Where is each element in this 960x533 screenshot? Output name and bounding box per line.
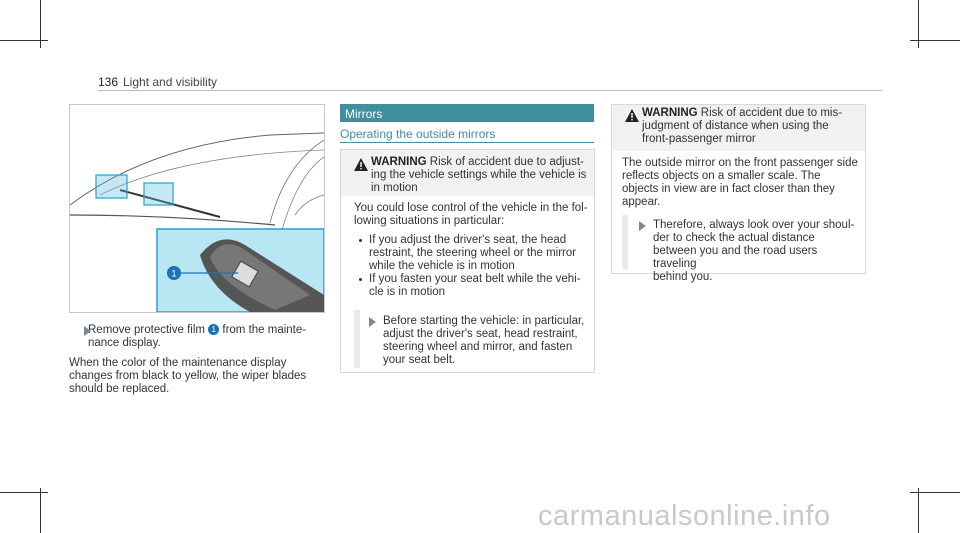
bullet-dot bbox=[359, 278, 362, 281]
instruction-line: Therefore, always look over your shoul- bbox=[653, 219, 855, 231]
warning-instruction bbox=[383, 315, 593, 367]
crop-mark bbox=[918, 488, 919, 533]
section-title: Light and visibility bbox=[123, 75, 218, 89]
section-bar-title: Mirrors bbox=[345, 107, 383, 121]
instruction-line: adjust the driver's seat, head restraint, bbox=[383, 328, 578, 340]
body-line: lowing situations in particular: bbox=[354, 215, 505, 227]
header-rule bbox=[98, 90, 882, 91]
warning-line: in motion bbox=[371, 182, 418, 194]
instruction-arrow-icon bbox=[84, 326, 91, 336]
body-line: reflects objects on a smaller scale. The bbox=[622, 170, 821, 182]
warning-line: ing the vehicle settings while the vehicle is bbox=[371, 169, 587, 181]
instruction-text-part2: from the mainte- bbox=[222, 324, 307, 336]
warning-line: judgment of distance when using the bbox=[642, 120, 829, 132]
crop-mark bbox=[0, 492, 48, 493]
bullet-line: cle is in motion bbox=[369, 286, 446, 298]
body-line: appear. bbox=[622, 196, 661, 208]
paragraph-line: When the color of the maintenance display bbox=[69, 357, 287, 369]
warning-line: Risk of accident due to adjust- bbox=[429, 156, 584, 168]
warning-label: WARNING bbox=[642, 107, 698, 119]
callout-1-icon: 1 bbox=[208, 324, 219, 335]
warning-line: front-passenger mirror bbox=[642, 133, 756, 145]
warning-triangle-icon bbox=[354, 158, 368, 171]
bullet-item bbox=[369, 273, 591, 299]
left-paragraph bbox=[69, 357, 323, 396]
warning-body bbox=[622, 157, 862, 209]
windshield-figure bbox=[69, 104, 325, 313]
body-line: objects in view are in fact closer than they bbox=[622, 183, 835, 195]
warning-body bbox=[354, 202, 592, 228]
subheading-rule bbox=[340, 142, 594, 143]
paragraph-line: changes from black to yellow, the wiper blades bbox=[69, 370, 307, 382]
bullet-line: If you fasten your seat belt while the vehi- bbox=[369, 273, 581, 285]
warning-text bbox=[371, 156, 593, 195]
warning-triangle-icon bbox=[625, 109, 639, 122]
warning-line: Risk of accident due to mis- bbox=[700, 107, 843, 119]
subheading: Operating the outside mirrors bbox=[340, 127, 496, 141]
warning-label: WARNING bbox=[371, 156, 427, 168]
crop-mark bbox=[0, 40, 48, 41]
bullet-dot bbox=[359, 239, 362, 242]
instruction-line: der to check the actual distance bbox=[653, 232, 815, 244]
instruction-line: behind you. bbox=[653, 271, 713, 283]
instruction-sidebar bbox=[622, 215, 628, 269]
bullet-line: while the vehicle is in motion bbox=[369, 260, 515, 272]
instruction-line: between you and the road users traveling bbox=[653, 245, 818, 270]
instruction-arrow-icon bbox=[369, 317, 376, 327]
figure-callout-1: 1 bbox=[171, 268, 177, 279]
warning-text bbox=[642, 107, 864, 146]
paragraph-line: should be replaced. bbox=[69, 383, 170, 395]
instruction-arrow-icon bbox=[639, 221, 646, 231]
bullet-line: restraint, the steering wheel or the mirror bbox=[369, 247, 577, 259]
warning-instruction bbox=[653, 219, 863, 284]
windshield-illustration bbox=[70, 105, 324, 312]
bullet-line: If you adjust the driver's seat, the head bbox=[369, 234, 567, 246]
page-number: 136 bbox=[98, 75, 119, 89]
instruction-text-line2: nance display. bbox=[88, 337, 161, 349]
instruction-text-part1: Remove protective film bbox=[88, 324, 205, 336]
instruction-line: Before starting the vehicle: in particular, bbox=[383, 315, 585, 327]
bullet-item bbox=[369, 234, 591, 273]
instruction-line: steering wheel and mirror, and fasten bbox=[383, 341, 573, 353]
warning-box-middle bbox=[340, 149, 595, 373]
crop-mark bbox=[40, 488, 41, 533]
instruction-line: your seat belt. bbox=[383, 354, 456, 366]
body-line: You could lose control of the vehicle in the fol- bbox=[354, 202, 588, 214]
left-instruction bbox=[69, 324, 323, 350]
warning-box-right bbox=[611, 104, 866, 283]
instruction-sidebar bbox=[354, 310, 360, 368]
watermark: carmanualsonline.info bbox=[538, 500, 831, 532]
crop-mark bbox=[910, 492, 960, 493]
section-bar bbox=[340, 104, 594, 122]
body-line: The outside mirror on the front passenger side bbox=[622, 157, 858, 169]
crop-mark bbox=[910, 40, 960, 41]
